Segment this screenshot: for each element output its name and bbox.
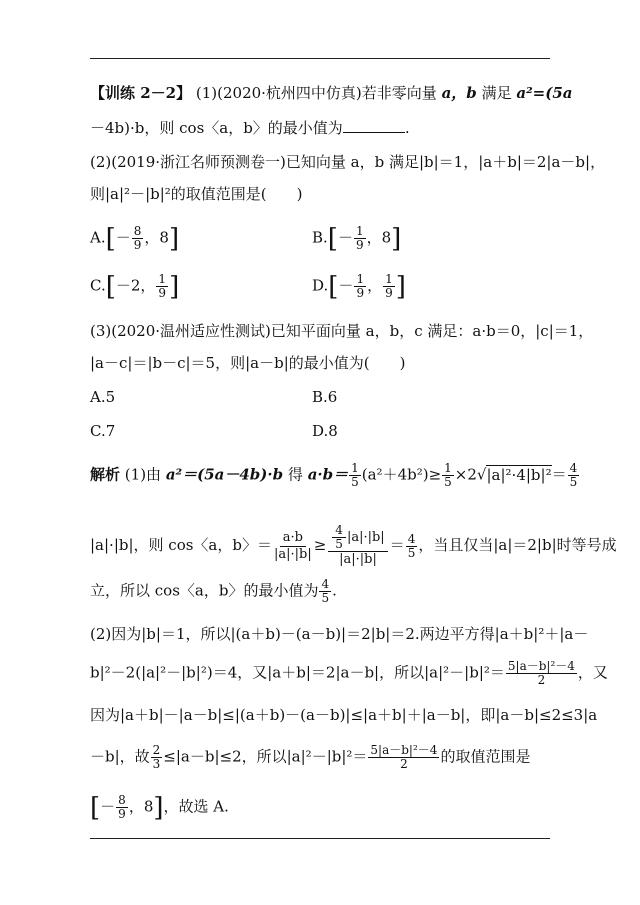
solution-label: 解析 xyxy=(90,465,121,484)
q3-option-b[interactable]: B.6 xyxy=(312,388,338,406)
s2-c: ＝ xyxy=(389,536,405,554)
frac-num: 5|a－b|²－4 xyxy=(370,743,438,757)
fraction xyxy=(132,225,144,252)
s8-rest: ，8 xyxy=(128,797,154,816)
s1-f: ×2 xyxy=(454,465,477,484)
q1-mid: 满足 xyxy=(481,84,512,102)
frac-den: 5 xyxy=(351,475,359,489)
minus-sign: － xyxy=(115,228,131,247)
frac-den: 5 xyxy=(407,545,416,560)
frac-num xyxy=(328,524,387,552)
q1-equation: a²=(5a xyxy=(516,84,573,102)
frac-num: 1 xyxy=(351,461,359,475)
fraction xyxy=(332,524,346,551)
option-a-label: A. xyxy=(90,228,106,247)
option-b-label: B. xyxy=(312,228,328,247)
fraction xyxy=(328,524,387,568)
q3-line1: (3)(2020·温州适应性测试)已知平面向量 a，b，c 满足：a·b＝0，|c|＝1， xyxy=(90,322,594,340)
s1-b: a²＝(5a－4b)·b xyxy=(165,465,284,484)
frac-num: 1 xyxy=(385,272,393,286)
top-rule xyxy=(90,58,550,59)
q2-line2: 则|a|²－|b|²的取值范围是( ) xyxy=(90,185,303,203)
frac-num: 5|a－b|²－4 xyxy=(507,659,575,673)
q1-prefix: (1)(2020·杭州四中仿真)若非零向量 xyxy=(195,84,437,102)
left-bracket: [ xyxy=(90,792,101,823)
fraction xyxy=(354,273,366,300)
fraction xyxy=(506,660,577,687)
fraction xyxy=(442,462,454,489)
solution-line8 xyxy=(90,794,550,821)
q3-option-c[interactable]: C.7 xyxy=(90,422,116,440)
frac-den: 9 xyxy=(118,807,126,821)
fraction xyxy=(151,744,163,771)
q2-option-b[interactable] xyxy=(312,225,401,252)
frac-den: 9 xyxy=(133,238,142,252)
q1-line2 xyxy=(90,117,550,139)
s8-end: ，故选 A. xyxy=(163,797,229,816)
sqrt-body: |a|²·4|b|² xyxy=(486,465,552,484)
frac-den: |a|·|b| xyxy=(339,552,377,567)
s5-a: b|²－2(|a|²－|b|²)＝4，又|a＋b|＝2|a－b|，所以|a|²－|b|²＝ xyxy=(90,663,505,682)
frac-num: a·b xyxy=(280,530,306,547)
frac-num: 1 xyxy=(356,272,365,286)
fraction xyxy=(116,794,128,821)
left-bracket: [ xyxy=(105,271,116,302)
frac-den: 5 xyxy=(569,475,578,489)
q3-option-a[interactable]: A.5 xyxy=(90,388,116,406)
frac-num: 1 xyxy=(158,272,167,286)
solution-line2 xyxy=(90,523,617,568)
solution-line4: (2)因为|b|＝1，所以|(a＋b)－(a－b)|＝2|b|＝2.两边平方得|a＋b|²＋|a－ xyxy=(90,625,589,643)
q2-option-d[interactable] xyxy=(312,273,406,300)
frac-num: 1 xyxy=(355,224,364,238)
frac-den: |a|·|b| xyxy=(273,546,312,562)
option-a-rest: ，8 xyxy=(144,228,169,247)
frac-den: 2 xyxy=(537,673,546,687)
frac-den: 3 xyxy=(152,757,161,771)
left-bracket: [ xyxy=(327,223,338,254)
s1-a: (1)由 xyxy=(124,465,162,484)
option-c-first: －2， xyxy=(115,276,156,295)
frac-num: 4 xyxy=(332,524,346,538)
frac-den: 9 xyxy=(355,238,364,252)
q1-line1 xyxy=(90,82,573,104)
minus-sign: － xyxy=(337,228,353,247)
right-bracket: ] xyxy=(168,223,180,254)
frac-num: 2 xyxy=(152,743,161,757)
frac-num: 4 xyxy=(569,461,578,475)
minus-sign: － xyxy=(100,797,116,816)
frac-num: 4 xyxy=(407,531,416,546)
s5-b: ，又 xyxy=(577,663,608,682)
s7-c: 的取值范围是 xyxy=(440,747,531,766)
solution-line6: 因为|a＋b|－|a－b|≤|(a＋b)－(a－b)|≤|a＋b|＋|a－b|，即|a－b|≤2≤3|a xyxy=(90,706,598,724)
frac-den: 5 xyxy=(335,537,343,551)
fraction xyxy=(319,578,331,605)
frac-num: 1 xyxy=(444,461,452,475)
s1-c: 得 xyxy=(287,465,303,484)
s1-d: a·b＝ xyxy=(307,465,349,484)
right-bracket: ] xyxy=(391,223,402,254)
right-bracket: ] xyxy=(169,271,180,302)
s3-a: 立，所以 cos〈a，b〉的最小值为 xyxy=(90,581,319,600)
frac-den: 2 xyxy=(400,757,408,771)
right-bracket: ] xyxy=(153,792,164,823)
s1-g: ＝ xyxy=(551,465,567,484)
s3-b: . xyxy=(332,581,337,600)
q1-vectors: a，b xyxy=(441,84,477,102)
right-bracket: ] xyxy=(395,271,406,302)
s7-b: ≤|a－b|≤2，所以|a|²－|b|²＝ xyxy=(163,747,368,766)
frac-num: 4 xyxy=(321,577,330,591)
s2-b: ≥ xyxy=(313,536,327,554)
solution-line1 xyxy=(90,461,578,489)
q3-line2: |a－c|＝|b－c|＝5，则|a－b|的最小值为( ) xyxy=(90,354,406,372)
frac-num: 8 xyxy=(118,793,126,807)
training-label: 【训练 2－2】 xyxy=(90,84,192,102)
fraction xyxy=(349,462,361,489)
option-b-rest: ，8 xyxy=(366,228,392,247)
frac-num: 8 xyxy=(133,224,142,238)
bottom-rule xyxy=(90,838,550,839)
s1-e: (a²＋4b²)≥ xyxy=(361,465,442,484)
q1-line2-text: －4b)·b，则 cos〈a，b〉的最小值为 xyxy=(90,119,343,137)
q2-option-a[interactable] xyxy=(90,225,179,252)
fraction xyxy=(568,462,580,489)
fraction xyxy=(156,273,168,300)
frac-num-tail: |a|·|b| xyxy=(346,530,385,545)
left-bracket: [ xyxy=(328,271,339,302)
q3-option-d[interactable]: D.8 xyxy=(312,422,338,440)
frac-den: 5 xyxy=(321,591,330,605)
option-d-label: D. xyxy=(312,276,329,295)
q2-option-c[interactable] xyxy=(90,273,179,300)
solution-line3 xyxy=(90,578,550,605)
sqrt-sign: √ xyxy=(476,465,487,484)
solution-line5 xyxy=(90,659,608,687)
fraction xyxy=(274,530,312,563)
option-c-label: C. xyxy=(90,276,106,295)
frac-den: 5 xyxy=(444,475,452,489)
fraction xyxy=(354,225,366,252)
s2-d: ，当且仅当|a|＝2|b|时等号成 xyxy=(418,536,617,554)
q1-end: . xyxy=(404,119,410,137)
s7-a: －b|，故 xyxy=(90,747,150,766)
fraction xyxy=(406,533,418,560)
minus-sign: － xyxy=(338,276,354,295)
frac-den: 9 xyxy=(356,286,365,300)
comma: ， xyxy=(367,276,383,295)
left-bracket: [ xyxy=(105,223,116,254)
frac-den: 9 xyxy=(385,286,393,300)
q2-line1: (2)(2019·浙江名师预测卷一)已知向量 a，b 满足|b|＝1，|a＋b|＝2|a－b|， xyxy=(90,153,606,171)
s2-a: |a|·|b|，则 cos〈a，b〉＝ xyxy=(90,536,272,554)
fraction xyxy=(383,273,395,300)
solution-line7 xyxy=(90,744,550,771)
frac-den: 9 xyxy=(158,286,167,300)
answer-blank xyxy=(343,118,405,133)
fraction xyxy=(368,744,439,771)
